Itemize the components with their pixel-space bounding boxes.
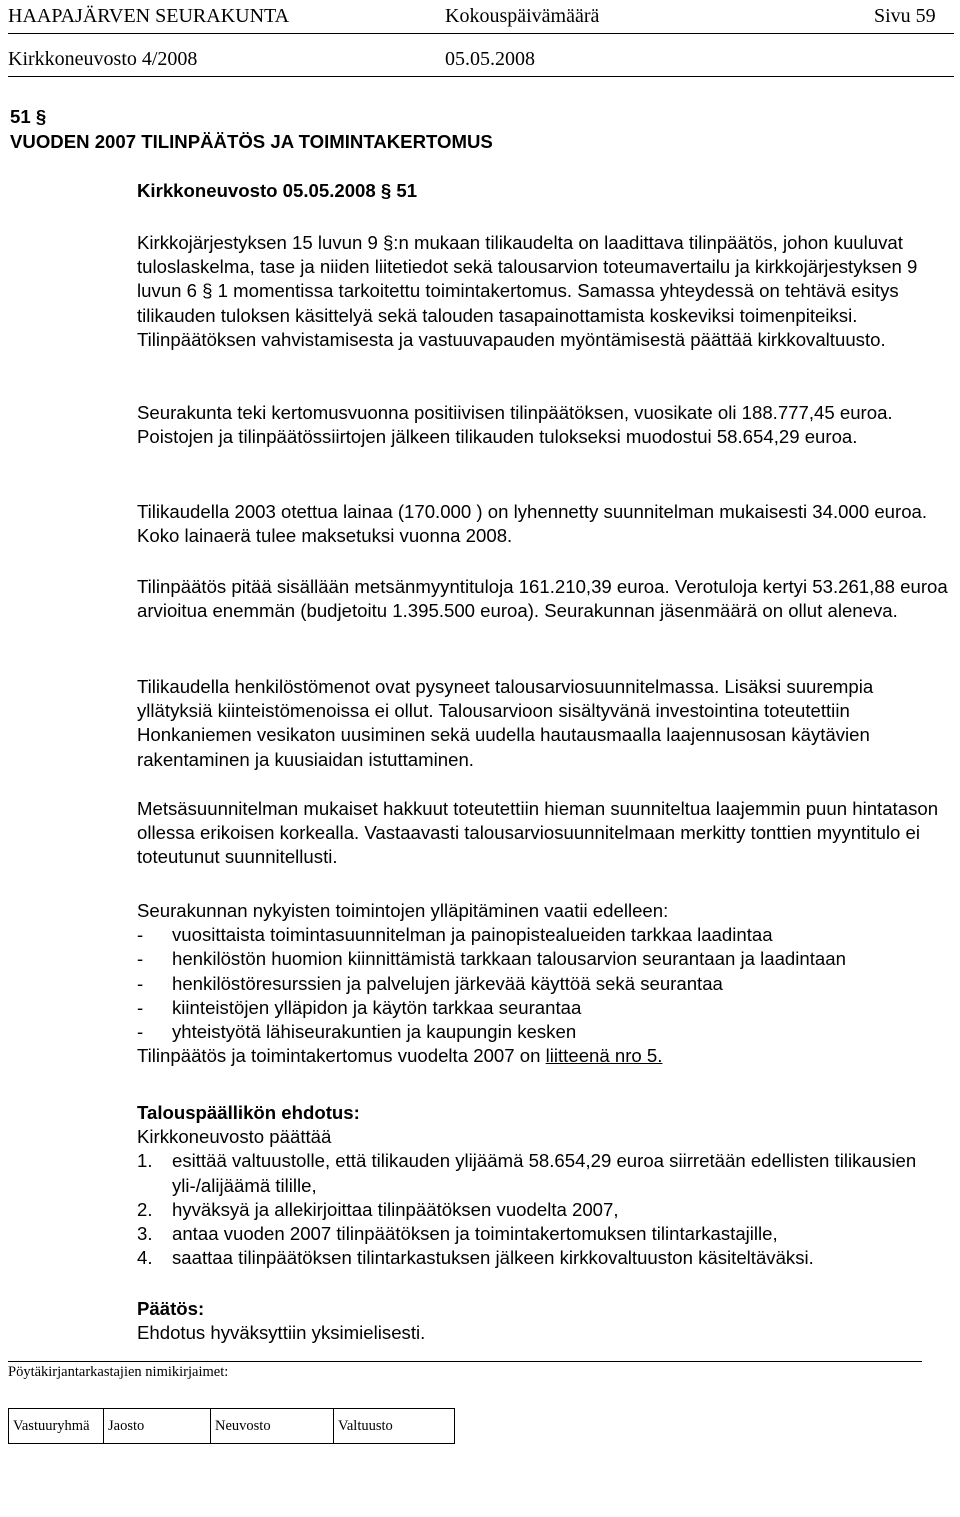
- paragraph-1-text: Kirkkojärjestyksen 15 luvun 9 §:n mukaan tilikaudelta on laadittava tilinpäätös, johon kuuluvat tuloslaskelma, tase ja niiden liitetiedot sekä talousarvion toteumavertailu ja kirkkojärjestyksen 9 luvun 6 § 1 momentissa tarkoitettu toimintakertomus. Samassa yhteydessä on tehtävä esitys tilikauden tuloksen käsittelyä sekä talouden tasapainottamista koskeviksi toimenpiteiksi. Tilinpäätöksen vahvistamisesta ja vastuuvapauden myöntämisestä päättää kirkkovaltuusto.: [137, 232, 918, 350]
- paragraph-2-text: Seurakunta teki kertomusvuonna positiivisen tilinpäätöksen, vuosikate oli 188.777,45 euroa. Poistojen ja tilinpäätössiirtojen jälkeen tilikauden tulokseksi muodostui 58.654,29 euroa.: [137, 402, 893, 448]
- proposal-item: [137, 1149, 953, 1197]
- list-marker: -: [137, 996, 144, 1018]
- paragraph-3: [137, 500, 953, 548]
- section-title: VUODEN 2007 TILINPÄÄTÖS JA TOIMINTAKERTOMUS: [10, 131, 493, 152]
- meeting-name: Kirkkoneuvosto 4/2008: [8, 48, 198, 70]
- paragraph-4: [137, 575, 953, 623]
- list-item-text: henkilöstön huomion kiinnittämistä tarkkaan talousarvion seurantaan ja laadintaan: [172, 948, 846, 970]
- meeting-date-label: Kokouspäivämäärä: [445, 5, 600, 27]
- list-item-text: kiinteistöjen ylläpidon ja käytön tarkkaa seurantaa: [172, 996, 582, 1018]
- list-intro: Seurakunnan nykyisten toimintojen ylläpitäminen vaatii edelleen:: [137, 900, 669, 921]
- attachment-line: [137, 1044, 953, 1068]
- meeting-reference: [137, 179, 953, 203]
- responsibility-table: [8, 1408, 455, 1444]
- page-number: Sivu 59: [874, 5, 936, 27]
- paragraph-4-text: Tilinpäätös pitää sisällään metsänmyyntituloja 161.210,39 euroa. Verotuloja kertyi 53.261,88 euroa arvioitua enemmän (budjetoitu 1.395.500 euroa). Seurakunnan jäsenmäärä on ollut aleneva.: [137, 576, 948, 622]
- proposal-item: [137, 1222, 953, 1246]
- proposal-item-number: 3.: [137, 1223, 153, 1245]
- proposal-item: [137, 1246, 953, 1270]
- proposal-item-text: saattaa tilinpäätöksen tilintarkastuksen jälkeen kirkkovaltuuston käsiteltäväksi.: [172, 1247, 814, 1269]
- list-item: [137, 996, 953, 1020]
- paragraph-2: [137, 401, 953, 449]
- list-item-text: vuosittaista toimintasuunnitelman ja painopistealueiden tarkkaa laadintaa: [172, 924, 773, 946]
- proposal-item-number: 1.: [137, 1150, 153, 1172]
- list-item: [137, 923, 953, 947]
- column-vastuuryhma: Vastuuryhmä: [9, 1409, 104, 1444]
- section-sign: §: [35, 106, 47, 127]
- paragraph-6-text: Metsäsuunnitelman mukaiset hakkuut toteutettiin hieman suunniteltua laajemmin puun hintatason ollessa erikoisen korkealla. Vastaavasti talousarviosuunnitelmaan merkitty tonttien myyntitulo ei toteutunut suunnitellusti.: [137, 798, 939, 868]
- decision-heading: Päätös:: [137, 1298, 205, 1319]
- proposal-item: [137, 1198, 953, 1222]
- meeting-reference-text: Kirkkoneuvosto 05.05.2008: [137, 180, 376, 201]
- section-number: [10, 104, 46, 129]
- footer-divider: [8, 1361, 922, 1362]
- list-marker: -: [137, 948, 144, 970]
- column-neuvosto: Neuvosto: [211, 1409, 334, 1444]
- paragraph-6: [137, 797, 953, 870]
- list-marker: -: [137, 924, 144, 946]
- header-divider: [8, 33, 954, 34]
- list-marker: -: [137, 1021, 144, 1043]
- paragraph-3-text: Tilikaudella 2003 otettua lainaa (170.000 ) on lyhennetty suunnitelman mukaisesti 34.000 euroa. Koko lainaerä tulee maksetuksi vuonna 2008.: [137, 501, 928, 547]
- proposal-item-text: esittää valtuustolle, että tilikauden ylijäämä 58.654,29 euroa siirretään edellisten tilikausien yli-/alijäämä tilille,: [172, 1150, 917, 1196]
- meeting-date: 05.05.2008: [445, 48, 535, 70]
- proposal-item-number: 2.: [137, 1198, 153, 1220]
- proposal-item-text: hyväksyä ja allekirjoittaa tilinpäätöksen vuodelta 2007,: [172, 1198, 619, 1220]
- organization-name: HAAPAJÄRVEN SEURAKUNTA: [8, 5, 290, 27]
- requirements-section: [137, 899, 953, 1068]
- meeting-reference-section: § 51: [380, 180, 418, 201]
- attachment-link[interactable]: liitteenä nro 5.: [545, 1045, 663, 1067]
- column-jaosto: Jaosto: [104, 1409, 211, 1444]
- requirements-list: [137, 923, 953, 1044]
- proposal-heading: Talouspäällikön ehdotus:: [137, 1102, 360, 1123]
- attachment-text: Tilinpäätös ja toimintakertomus vuodelta 2007 on: [137, 1045, 541, 1067]
- list-item-text: henkilöstöresurssien ja palvelujen järkevää käyttöä sekä seurantaa: [172, 972, 723, 994]
- paragraph-5-text: Tilikaudella henkilöstömenot ovat pysyneet talousarviosuunnitelmassa. Lisäksi suurempia yllätyksiä kiinteistömenoissa ei ollut. Talousarvioon sisältyvänä investointina toteutettiin Honkaniemen vesikaton uusiminen sekä uudella hautausmaalla laajennusosan käytävien rakentaminen ja kuusiaidan istuttaminen.: [137, 676, 874, 770]
- header-divider-2: [8, 76, 954, 77]
- proposal-section: [137, 1101, 953, 1270]
- list-item-text: yhteistyötä lähiseurakuntien ja kaupungin kesken: [172, 1021, 577, 1043]
- list-item: [137, 947, 953, 971]
- decision-section: [137, 1297, 953, 1345]
- proposal-item-text: antaa vuoden 2007 tilinpäätöksen ja toimintakertomuksen tilintarkastajille,: [172, 1223, 778, 1245]
- proposal-intro: Kirkkoneuvosto päättää: [137, 1126, 332, 1148]
- list-item: [137, 972, 953, 996]
- proposal-item-number: 4.: [137, 1247, 153, 1269]
- section-number-value: 51: [10, 106, 31, 127]
- table-row: [9, 1409, 455, 1444]
- paragraph-5: [137, 675, 953, 772]
- proposal-list: [137, 1149, 953, 1270]
- column-valtuusto: Valtuusto: [334, 1409, 455, 1444]
- signatures-label: Pöytäkirjantarkastajien nimikirjaimet:: [8, 1364, 229, 1380]
- decision-text: Ehdotus hyväksyttiin yksimielisesti.: [137, 1322, 426, 1344]
- paragraph-1: [137, 231, 953, 352]
- list-item: [137, 1020, 953, 1044]
- list-marker: -: [137, 972, 144, 994]
